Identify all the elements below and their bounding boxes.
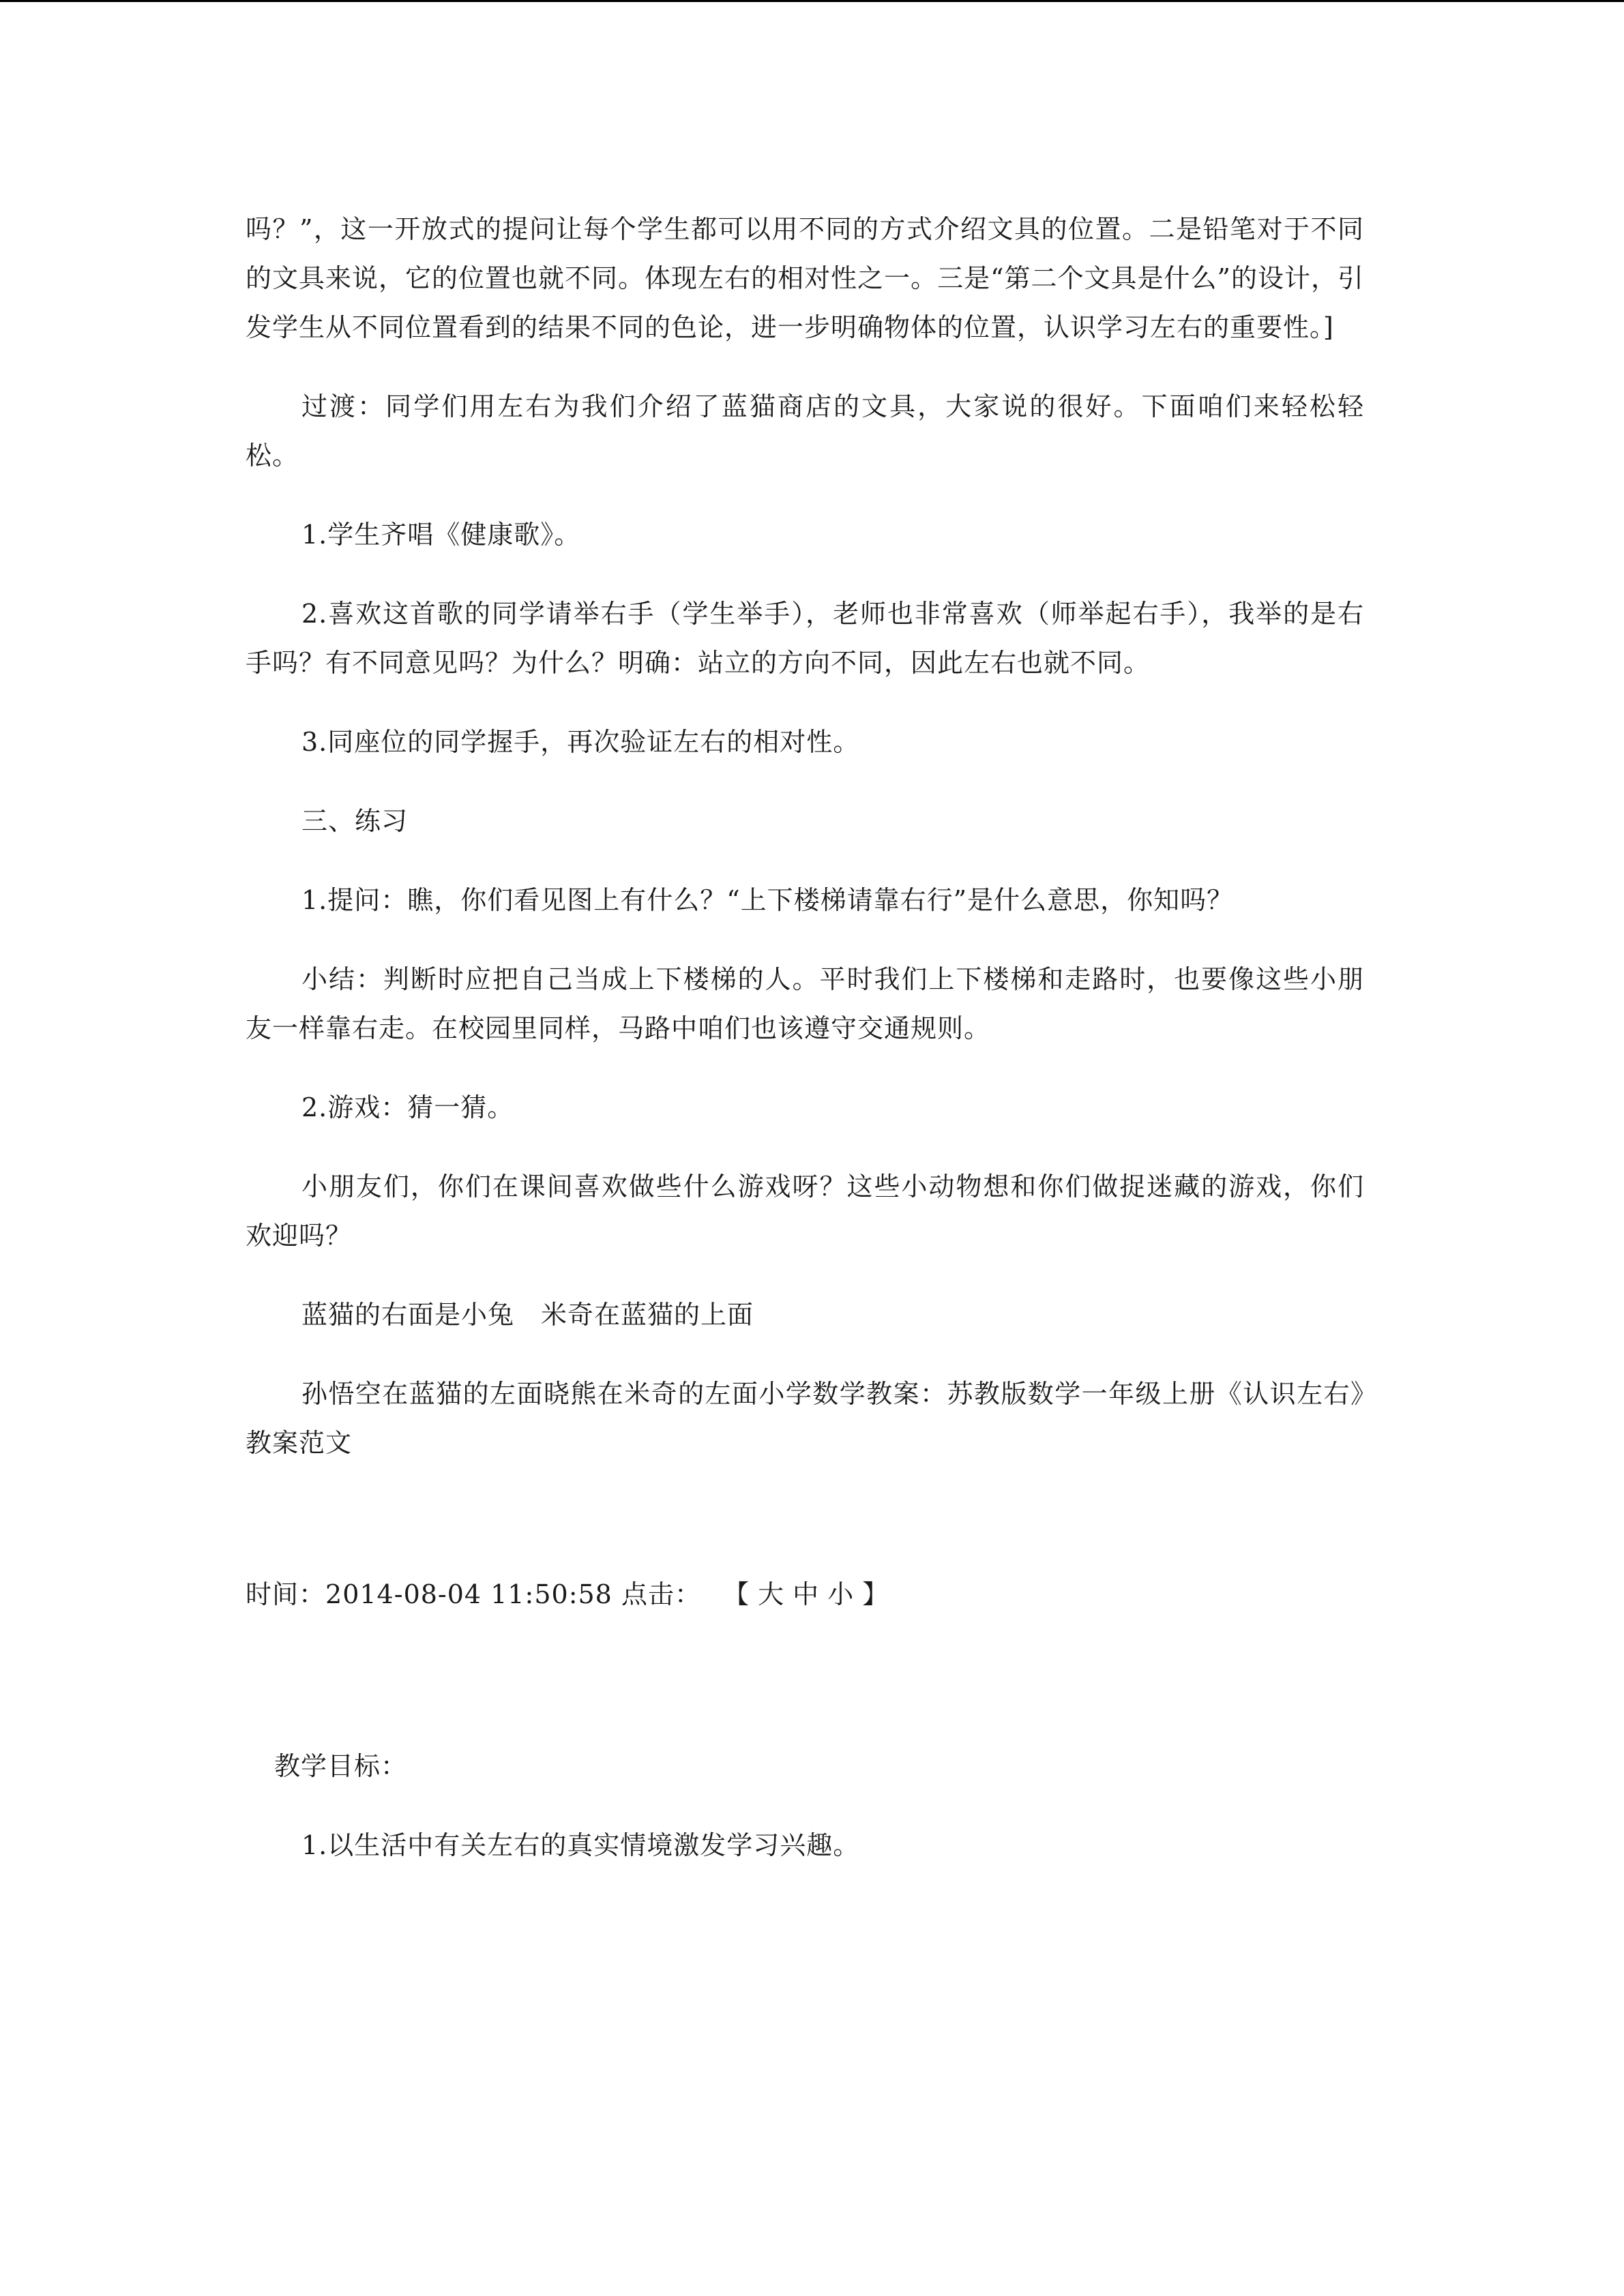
paragraph-intro-continuation: 吗？”，这一开放式的提问让每个学生都可以用不同的方式介绍文具的位置。二是铅笔对于不同的文具来说，它的位置也就不同。体现左右的相对性之一。三是“第二个文具是什么”的设计，引发学生从不同位置看到的结果不同的色论，进一步明确物体的位置，认识学习左右的重要性。] <box>246 214 1364 342</box>
paragraph-game: 2.游戏：猜一猜。 <box>301 1092 514 1122</box>
paragraph-game-intro: 小朋友们，你们在课间喜欢做些什么游戏呀？这些小动物想和你们做捉迷藏的游戏，你们欢迎吗？ <box>246 1172 1364 1251</box>
objectives-heading: 教学目标： <box>274 1751 408 1781</box>
bracket-open: 【 <box>723 1579 750 1609</box>
font-size-controls <box>719 1579 893 1609</box>
click-label: 点击： <box>621 1579 701 1609</box>
paragraph-step-2: 2.喜欢这首歌的同学请举右手（学生举手），老师也非常喜欢（师举起右手），我举的是右手吗？有不同意见吗？为什么？明确：站立的方向不同，因此左右也就不同。 <box>246 599 1364 678</box>
page-top-border <box>0 0 1624 2</box>
section-heading-practice: 三、练习 <box>301 806 409 836</box>
document-body <box>246 205 1364 1900</box>
paragraph-game-clue-1: 蓝猫的右面是小兔 米奇在蓝猫的上面 <box>301 1300 754 1330</box>
paragraph-transition: 过渡：同学们用左右为我们介绍了蓝猫商店的文具，大家说的很好。下面咱们来轻松轻松。 <box>246 391 1364 471</box>
font-size-large-link[interactable]: 大 <box>758 1579 785 1609</box>
paragraph-step-3: 3.同座位的同学握手，再次验证左右的相对性。 <box>301 727 860 757</box>
bracket-close: 】 <box>862 1579 889 1609</box>
font-size-small-link[interactable]: 小 <box>827 1579 855 1609</box>
time-label: 时间： <box>246 1579 326 1609</box>
time-value: 2014-08-04 11:50:58 <box>325 1579 612 1609</box>
paragraph-summary: 小结：判断时应把自己当成上下楼梯的人。平时我们上下楼梯和走路时，也要像这些小朋友一样靠右走。在校园里同样，马路中咱们也该遵守交通规则。 <box>246 964 1364 1043</box>
paragraph-step-1: 1.学生齐唱《健康歌》。 <box>301 520 581 550</box>
article-meta-line <box>246 1570 1364 1619</box>
paragraph-practice-1: 1.提问：瞧，你们看见图上有什么？“上下楼梯请靠右行”是什么意思，你知吗？ <box>301 885 1234 915</box>
objective-item-1: 1.以生活中有关左右的真实情境激发学习兴趣。 <box>301 1830 860 1860</box>
paragraph-game-clue-2: 孙悟空在蓝猫的左面晓熊在米奇的左面小学数学教案：苏教版数学一年级上册《认识左右》教案范文 <box>246 1379 1364 1458</box>
font-size-medium-link[interactable]: 中 <box>793 1579 820 1609</box>
